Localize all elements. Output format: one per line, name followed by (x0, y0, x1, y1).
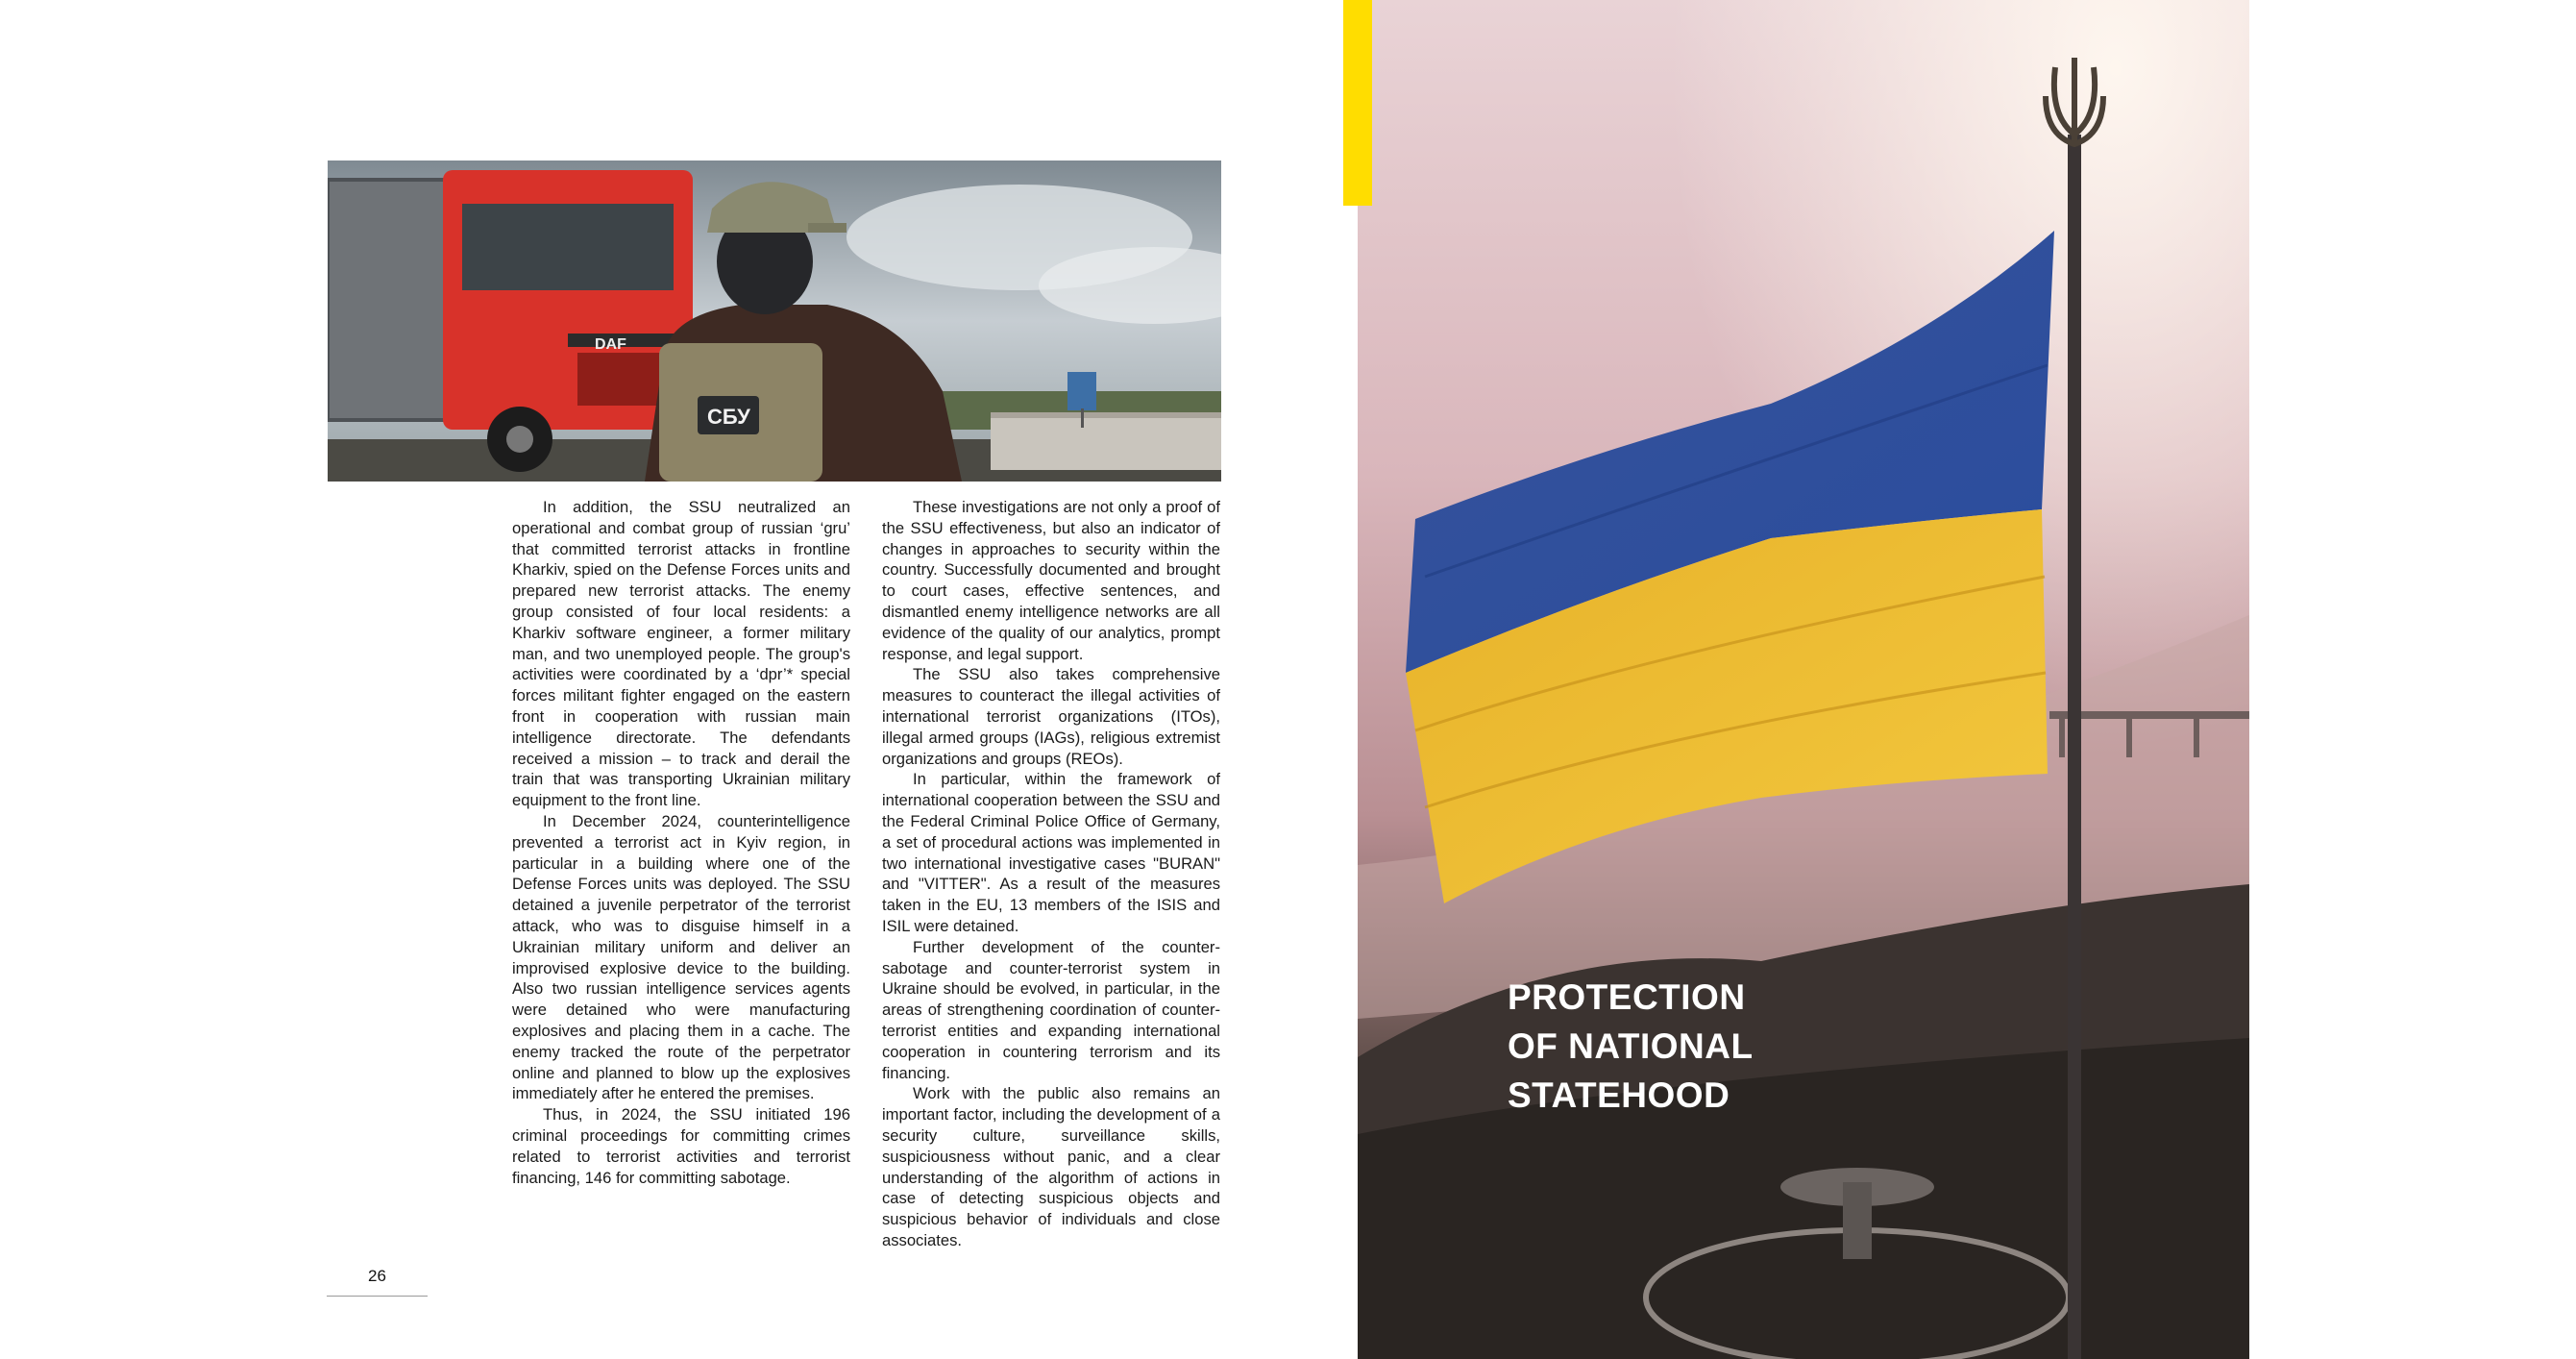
accent-yellow-bar (1343, 0, 1372, 206)
paragraph: In addition, the SSU neutralized an operational and combat group of russian ‘gru’ that committed terrorist attacks in frontline Kharkiv, spied on the Defense Forces units and prepared new terrorist attacks. The enemy group consisted of four local residents: a Kharkiv software engineer, a former military man, and two unemployed people. The group's activities were coordinated by a ‘dpr’* special forces militant fighter engaged on the eastern front in cooperation with russian main intelligence directorate. The defendants received a mission – to track and derail the train that was transporting Ukrainian military equipment to the front line. (512, 498, 850, 810)
photo-illustration (328, 161, 1221, 482)
soldier-truck-photo (328, 161, 1221, 482)
section-title (1508, 973, 1911, 1120)
paragraph: Work with the public also remains an important factor, including the development of a security culture, surveillance skills, suspiciousness without panic, and a clear understanding of the algorithm of actions in case of detecting suspicious objects and suspicious behavior of individuals and close associates. (882, 1084, 1220, 1249)
paragraph: These investigations are not only a proof of the SSU effectiveness, but also an indicator of changes in approaches to security within the country. Successfully documented and brought to court cases, effective sentences, and dismantled enemy intelligence networks are all evidence of the quality of our analytics, prompt response, and legal support. (882, 498, 1220, 663)
page-number-rule (327, 1296, 428, 1297)
paragraph: The SSU also takes comprehensive measures to counteract the illegal activities of international terrorist organizations (ITOs), illegal armed groups (IAGs), religious extremist organizations and groups (REOs). (882, 665, 1220, 768)
page-number: 26 (368, 1267, 386, 1285)
flag-illustration (1358, 0, 2249, 1359)
title-line: PROTECTION (1508, 977, 1746, 1017)
paragraph: Further development of the counter-sabotage and counter-terrorist system in Ukraine should be evolved, in particular, in the areas of strengthening coordination of counter-terrorist entities and expanding international cooperation in countering terrorism and its financing. (882, 937, 1220, 1082)
title-line: STATEHOOD (1508, 1075, 1730, 1115)
sbu-badge-text: СБУ (707, 405, 750, 429)
title-line: OF NATIONAL (1508, 1026, 1754, 1066)
text-column-left (512, 497, 850, 1188)
truck-brand: DAF (595, 336, 626, 353)
paragraph: In December 2024, counterintelligence prevented a terrorist act in Kyiv region, in particular in a building where one of the Defense Forces units was deployed. The SSU detained a juvenile perpetrator of the terrorist attack, who was to disguise himself in a Ukrainian military uniform and deliver an improvised explosive device to the building. Also two russian intelligence services agents were detained who were manufacturing explosives and placing them in a cache. The enemy tracked the route of the perpetrator online and planned to blow up the explosives immediately after he entered the premises. (512, 811, 850, 1103)
paragraph: In particular, within the framework of international cooperation between the SSU and the Federal Criminal Police Office of Germany, a set of procedural actions was implemented in two international investigative cases "BURAN" and "VITTER". As a result of the measures taken in the EU, 13 members of the ISIS and ISIL were detained. (882, 770, 1220, 935)
ukrainian-flag-photo (1358, 0, 2249, 1359)
paragraph: Thus, in 2024, the SSU initiated 196 criminal proceedings for committing crimes related to terrorist activities and terrorist financing, 146 for committing sabotage. (512, 1105, 850, 1187)
text-column-right (882, 497, 1220, 1251)
